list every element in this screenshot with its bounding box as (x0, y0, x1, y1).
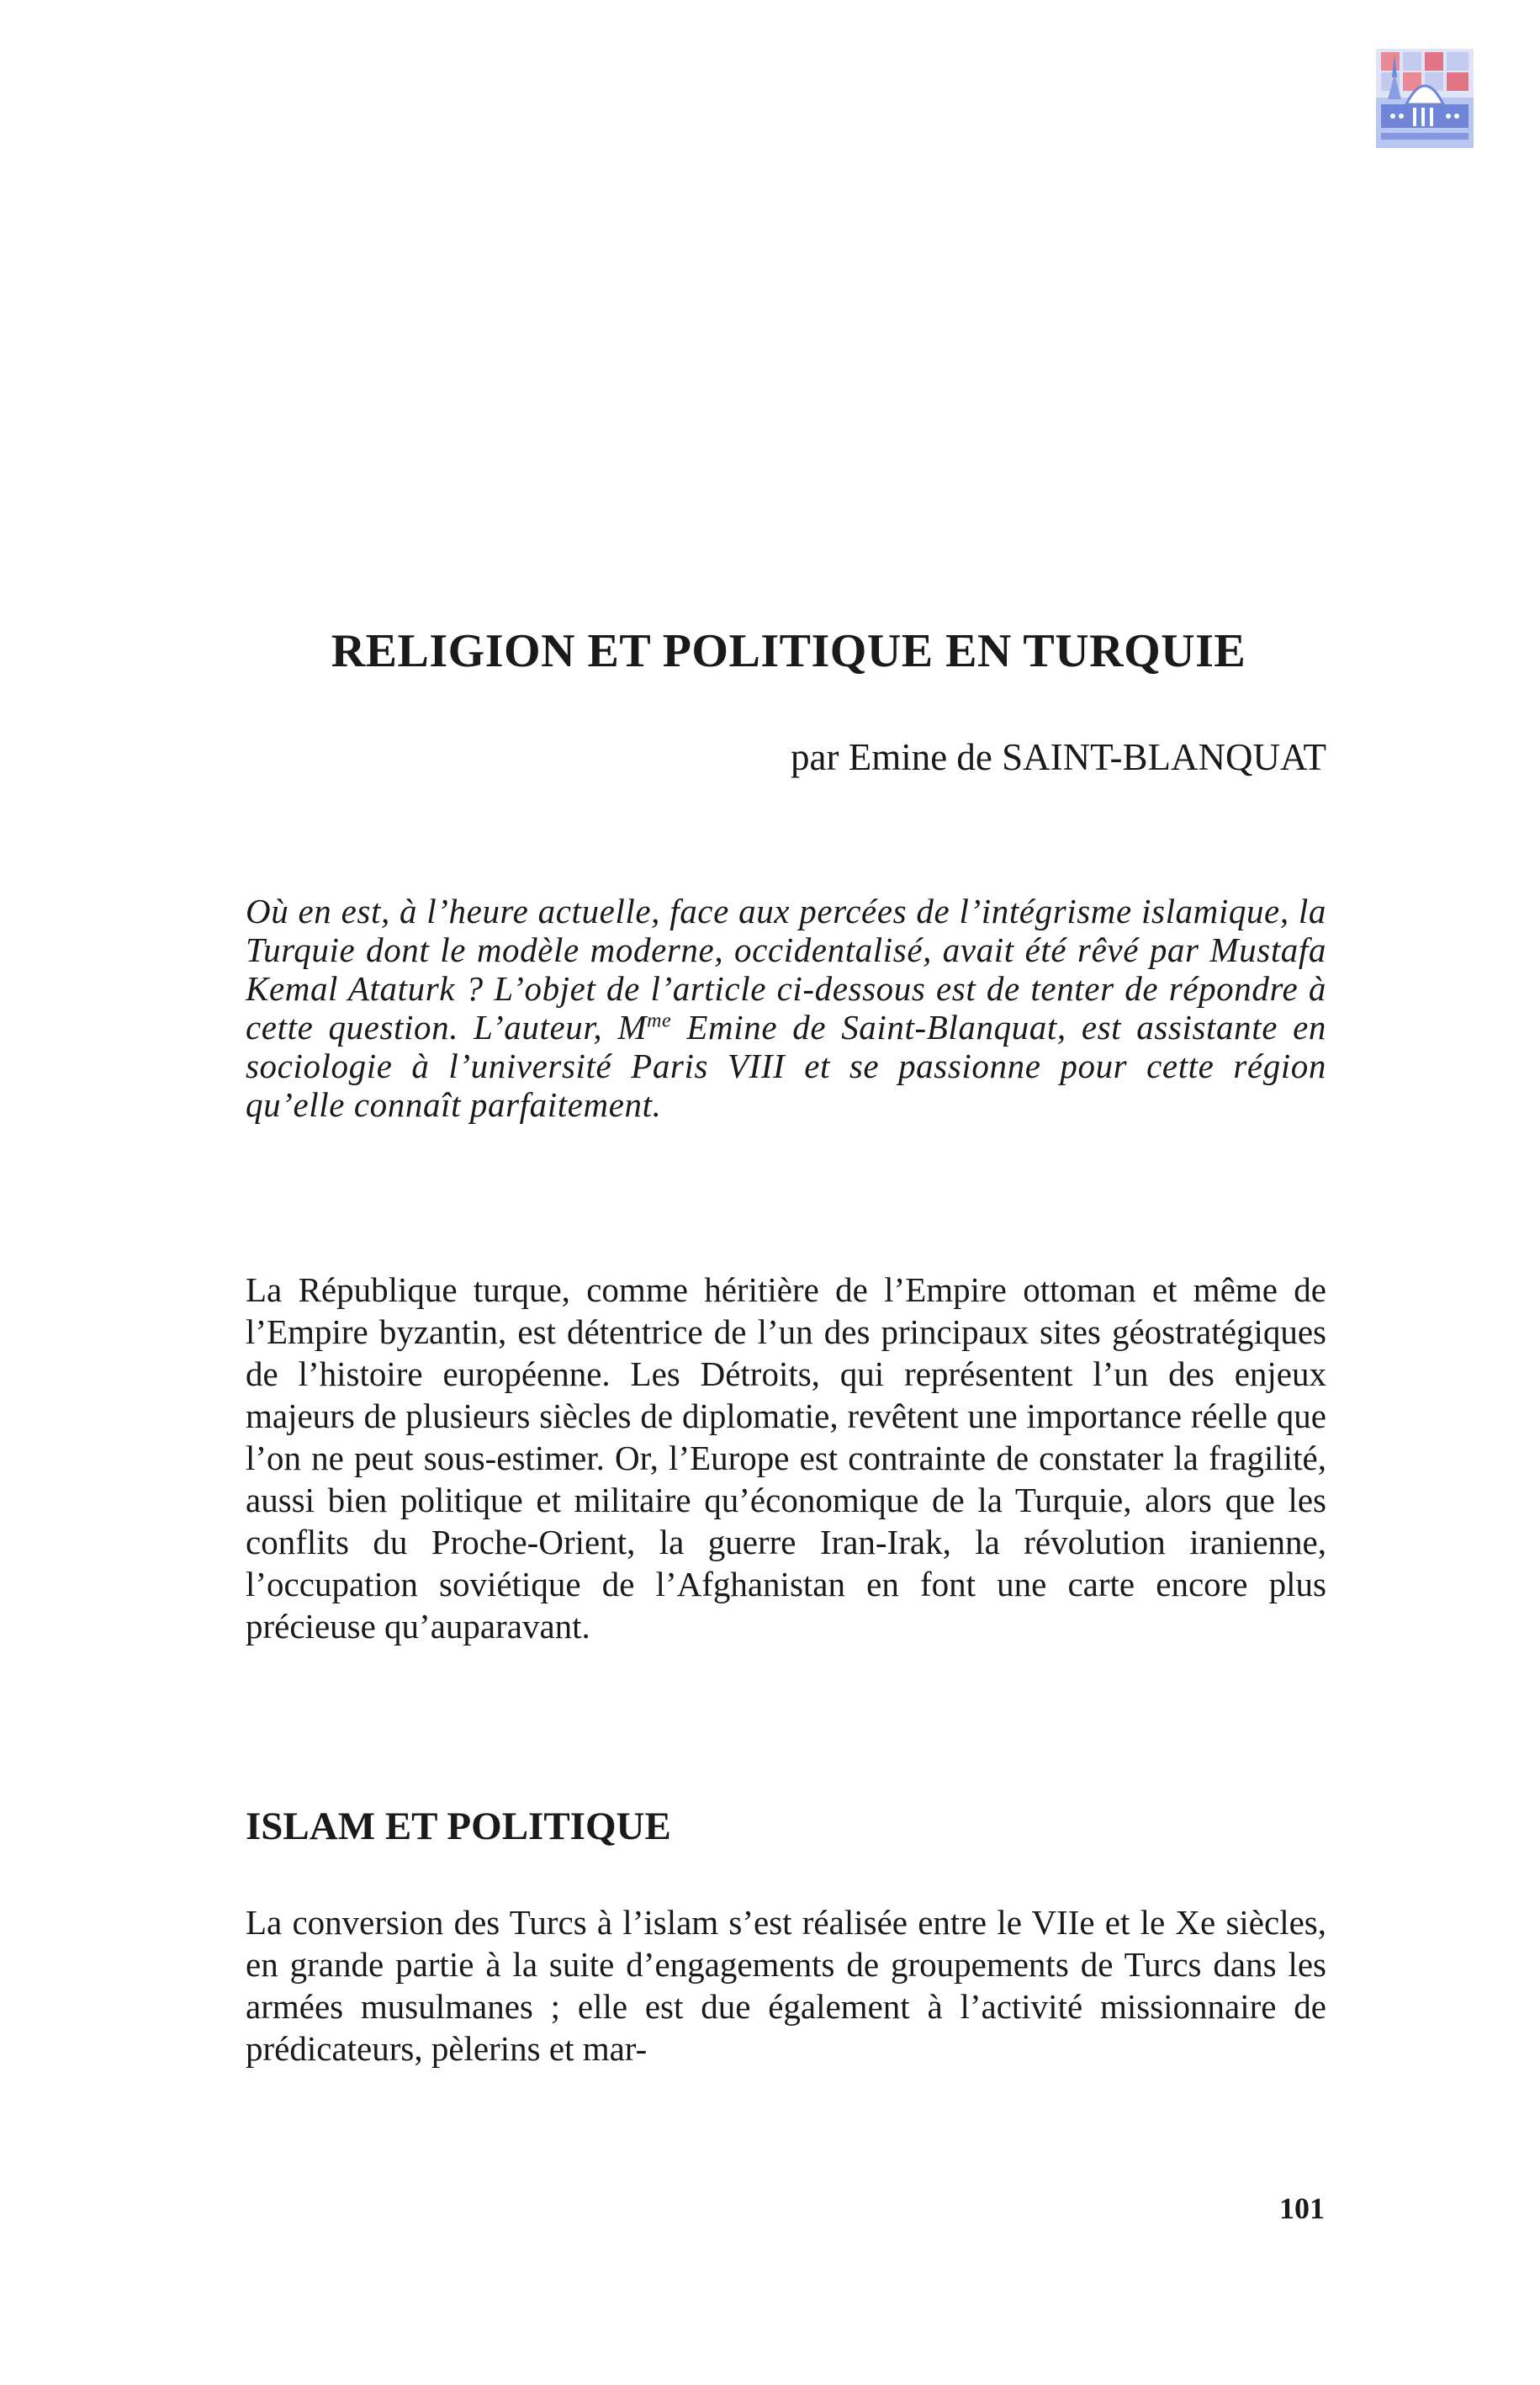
intro-paragraph: La République turque, comme héritière de l’Empire ottoman et même de l’Empire byzantin, est détentrice de l’un des principaux sites géostratégiques de l’histoire européenne. Les Détroits, qui représentent l’un des enjeux majeurs de plusieurs siècles de diplomatie, revêtent une importance réelle que l’on ne peut sous-estimer. Or, l’Europe est contrainte de constater la fragilité, aussi bien politique et militaire qu’économique de la Turquie, alors que les conflits du Proche-Orient, la guerre Iran-Irak, la révolution iranienne, l’occupation soviétique de l’Afghanistan en font une carte encore plus précieuse qu’auparavant. (246, 1270, 1326, 1646)
abstract-superscript: me (647, 1010, 672, 1032)
abstract-text-start: Où en est, à l’heure actuelle, face aux percées de l’intégrisme islamique, la Turquie dont le modèle moderne, occidentalisé, avait été rêvé par Mustafa Kemal Ataturk ? L’objet de l’article ci-dessous est de tenter de répondre à cette question. L’auteur, M (246, 892, 1326, 1047)
article-title: RELIGION ET POLITIQUE EN TURQUIE (331, 625, 1246, 677)
section-paragraph: La conversion des Turcs à l’islam s’est réalisée entre le VIIe et le Xe siècles, en grande partie à la suite d’engagements de groupements de Turcs dans les armées musulmanes ; elle est due également à l’activité missionnaire de prédicateurs, pèlerins et mar- (246, 1903, 1326, 2068)
publisher-logo-icon (1376, 49, 1474, 148)
page-number: 101 (1279, 2192, 1325, 2225)
article-abstract (246, 892, 1326, 1124)
section-heading: ISLAM ET POLITIQUE (246, 1805, 671, 1848)
author-byline: par Emine de SAINT-BLANQUAT (791, 736, 1326, 778)
abstract-text-end: Emine de Saint-Blanquat, est assistante en sociologie à l’université Paris VIII et se passionne pour cette région qu’elle connaît parfaitement. (246, 1008, 1326, 1124)
